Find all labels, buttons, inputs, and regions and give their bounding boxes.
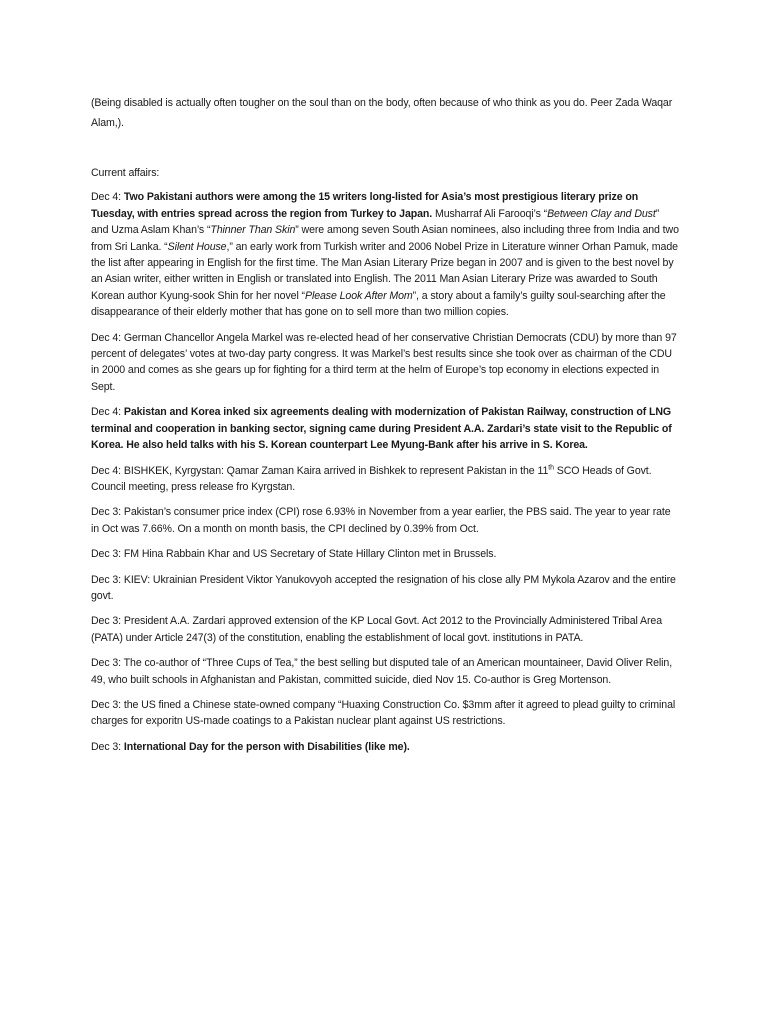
book-title: Between Clay and Dust [547, 207, 656, 220]
entry-text: ” were among seven South Asian nominees, also including three from India and two from Sri Lanka. “ [91, 224, 679, 253]
entry-text: BISHKEK, Kyrgystan: Qamar Zaman Kaira arrived in Bishkek to represent Pakistan in the 11 [123, 464, 549, 477]
entry-bold-text: International Day for the person with Disabilities (like me). [123, 740, 410, 753]
entry-text: The co-author of “Three Cups of Tea,” the best selling but disputed tale of an American mountaineer, David Oliver Relin, 49, who built schools in Afghanistan and Pakistan, committed suicide, died Nov 15. Co-author is Greg Mortenson. [91, 657, 673, 686]
entry-text: SCO Heads of Govt. Council meeting, press release fro Kyrgstan. [91, 464, 652, 493]
entry-text: Pakistan’s consumer price index (CPI) rose 6.93% in November from a year earlier, the PBS said. The year to year rate in Oct was 7.66%. On a month on month basis, the CPI declined by 0.39% from Oct. [91, 506, 671, 535]
ordinal-suffix: th [548, 463, 554, 471]
book-title: Silent House [167, 240, 227, 253]
news-entry-cdu [91, 330, 679, 396]
entry-date: Dec 3: [91, 573, 124, 586]
news-entry-literary-prize [91, 189, 679, 320]
entry-text: FM Hina Rabbain Khar and US Secretary of State Hillary Clinton met in Brussels. [123, 548, 497, 561]
entry-bold-text: Two Pakistani authors were among the 15 writers long-listed for Asia’s most prestigious literary prize on Tuesday, with entries spread across the region from Turkey to Japan. [91, 191, 639, 220]
intro-paragraph: (Being disabled is actually often tougher on the soul than on the body, often because of who think as you do. Peer Zada Waqar Alam,). [91, 97, 673, 129]
document-page [91, 93, 679, 764]
entry-text: Musharraf Ali Farooqi’s “ [432, 207, 548, 220]
news-entry-cpi [91, 504, 679, 537]
news-entry-pata [91, 613, 679, 646]
entry-text: ,” an early work from Turkish writer and 2006 Nobel Prize in Literature winner Orhan Pamuk, made the list after appearing in English for the first time. The Man Asian Literary Prize began in 2007 and is given to the best novel by an Asian writer, either written in English or translated into English. The 2011 Man Asian Literary Prize was awarded to South Korean author Kyung-sook Shin for her novel “ [91, 240, 678, 302]
entry-date: Dec 4: [91, 331, 124, 344]
entry-text: ”, a story about a family’s guilty soul-searching after the disappearance of their elderly mother that has gone on to sell more than two million copies. [91, 289, 666, 319]
entry-date: Dec 3: [91, 740, 124, 753]
entry-date: Dec 3: [91, 698, 124, 711]
entry-text: German Chancellor Angela Markel was re-elected head of her conservative Christian Democrats (CDU) by more than 97 percent of delegates’ votes at two-day party congress. It was Markel’s best results since she took over as chairman of the CDU in 2000 and comes as she gears up for fighting for a third term at the helm of Europe’s top economy in elections expected in Sept. [91, 331, 677, 393]
entry-text: KIEV: Ukrainian President Viktor Yanukovyoh accepted the resignation of his close ally PM Mykola Azarov and the entire govt. [91, 573, 676, 602]
news-entry-brussels [91, 546, 679, 562]
news-entry-huaxing [91, 697, 679, 730]
news-entry-pakistan-korea [91, 404, 679, 453]
news-entry-kiev [91, 572, 679, 605]
entry-date: Dec 3: [91, 657, 124, 670]
entry-date: Dec 4: [91, 191, 124, 204]
entry-date: Dec 3: [91, 506, 124, 519]
entry-date: Dec 3: [91, 615, 124, 628]
entry-text: the US fined a Chinese state-owned company “Huaxing Construction Co. $3mm after it agreed to plead guilty to criminal charges for exporitn US-made coatings to a Pakistan nuclear plant against US restrictions. [91, 698, 676, 728]
news-entry-bishkek [91, 463, 679, 496]
entry-date: Dec 4: [91, 406, 124, 419]
entry-bold-text: Pakistan and Korea inked six agreements dealing with modernization of Pakistan Railway, construction of LNG terminal and cooperation in banking sector, signing came during President A.A. Zardari’s state visit to the Republic of Korea. He also held talks with his S. Korean counterpart Lee Myung-Bank after his arrive in S. Korea. [91, 406, 672, 452]
section-heading: Current affairs: [91, 167, 160, 179]
entry-text: ” and Uzma Aslam Khan’s “ [91, 207, 660, 237]
news-entry-three-cups [91, 655, 679, 688]
book-title: Please Look After Mom [304, 289, 413, 302]
entry-date: Dec 3: [91, 548, 124, 561]
news-entry-disabilities-day [91, 739, 679, 755]
book-title: Thinner Than Skin [210, 224, 296, 237]
entry-date: Dec 4: [91, 464, 124, 477]
entry-text: President A.A. Zardari approved extension of the KP Local Govt. Act 2012 to the Provincially Administered Tribal Area (PATA) under Article 247(3) of the constitution, enabling the establishment of local govt. institutions in PATA. [91, 615, 662, 644]
